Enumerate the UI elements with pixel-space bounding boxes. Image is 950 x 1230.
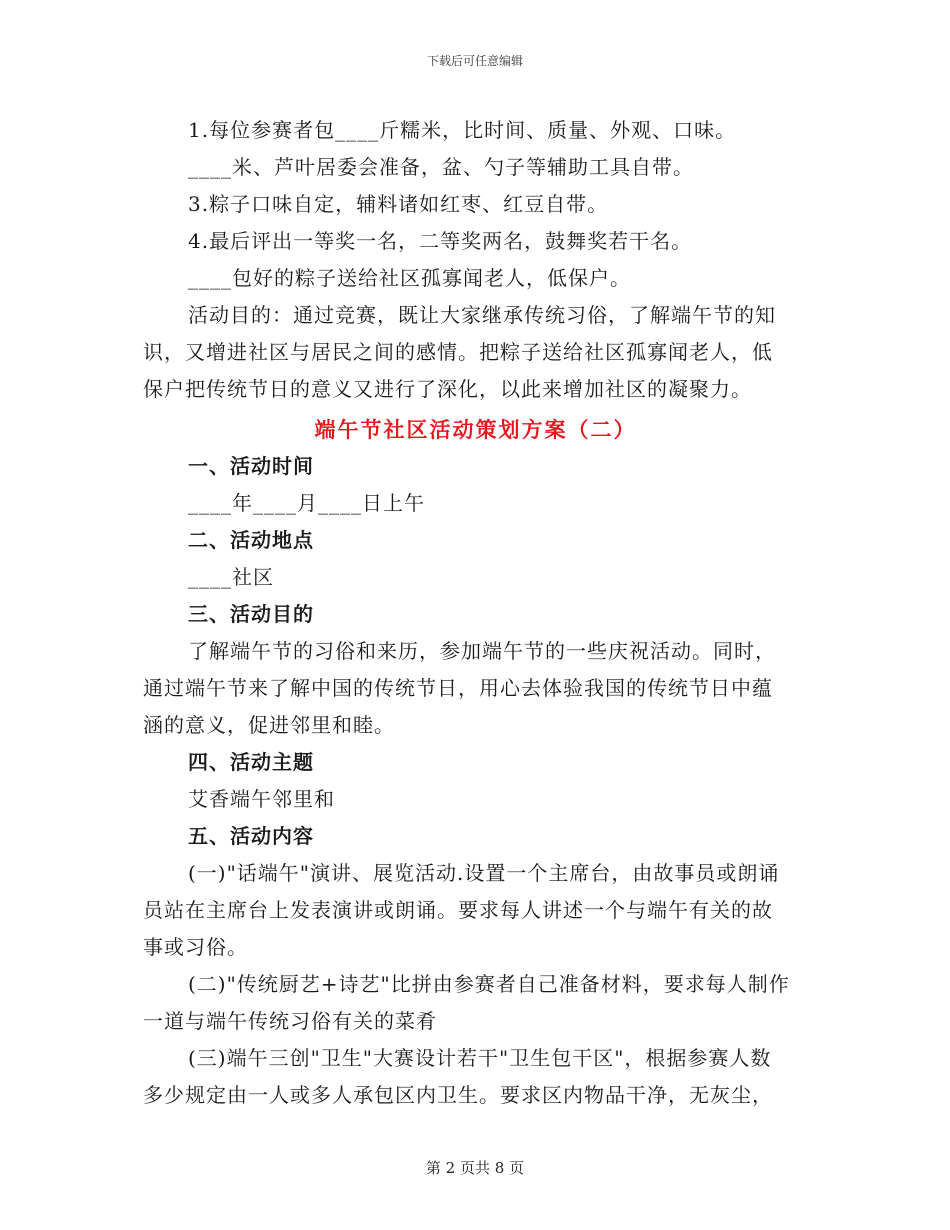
- section-title: 端午节社区活动策划方案（二）: [314, 417, 637, 442]
- paragraph-line: ____米、芦叶居委会准备，盆、勺子等辅助工具自带。: [188, 155, 694, 179]
- paragraph-line: 通过端午节来了解中国的传统节日，用心去体验我国的传统节日中蕴: [143, 676, 773, 700]
- section-heading: 四、活动主题: [188, 750, 314, 774]
- paragraph-line: 4.最后评出一等奖一名，二等奖两名，鼓舞奖若干名。: [188, 229, 693, 253]
- paragraph-line: ____包好的粽子送给社区孤寡闻老人，低保户。: [188, 266, 631, 290]
- paragraph-line: 活动目的：通过竞赛，既让大家继承传统习俗，了解端午节的知: [188, 303, 776, 327]
- paragraph-line: 3.粽子口味自定，辅料诸如红枣、红豆自带。: [188, 192, 609, 216]
- paragraph-line: (三)端午三创"卫生"大赛设计若干"卫生包干区"，根据参赛人数: [188, 1046, 772, 1070]
- paragraph-line: 多少规定由一人或多人承包区内卫生。要求区内物品干净，无灰尘，: [143, 1083, 773, 1107]
- paragraph-line: (一)"话端午"演讲、展览活动.设置一个主席台，由故事员或朗诵: [188, 861, 780, 885]
- section-heading: 三、活动目的: [188, 602, 314, 626]
- paragraph-line: 一道与端午传统习俗有关的菜肴: [143, 1009, 437, 1033]
- paragraph-line: 保户把传统节日的意义又进行了深化，以此来增加社区的凝聚力。: [143, 377, 752, 401]
- paragraph-line: 员站在主席台上发表演讲或朗诵。要求每人讲述一个与端午有关的故: [143, 898, 773, 922]
- page-header: 下载后可任意编辑: [426, 54, 523, 68]
- paragraph-line: 识，又增进社区与居民之间的感情。把粽子送给社区孤寡闻老人，低: [143, 340, 773, 364]
- paragraph-line: ____社区: [188, 565, 274, 589]
- document-body: [143, 112, 808, 1114]
- page-footer: 第 2 页共 8 页: [425, 1159, 525, 1177]
- paragraph-line: (二)"传统厨艺+诗艺"比拼由参赛者自己准备材料，要求每人制作: [188, 972, 790, 996]
- paragraph-line: 艾香端午邻里和: [188, 787, 335, 811]
- paragraph-line: 了解端午节的习俗和来历，参加端午节的一些庆祝活动。同时，: [188, 639, 776, 663]
- section-heading: 二、活动地点: [188, 528, 314, 552]
- paragraph-line: 涵的意义，促进邻里和睦。: [143, 713, 395, 737]
- paragraph-line: 事或习俗。: [143, 935, 248, 959]
- section-heading: 五、活动内容: [188, 824, 314, 848]
- paragraph-line: ____年____月____日上午: [188, 491, 425, 515]
- paragraph-line: 1.每位参赛者包____斤糯米，比时间、质量、外观、口味。: [188, 118, 737, 142]
- section-heading: 一、活动时间: [188, 454, 314, 478]
